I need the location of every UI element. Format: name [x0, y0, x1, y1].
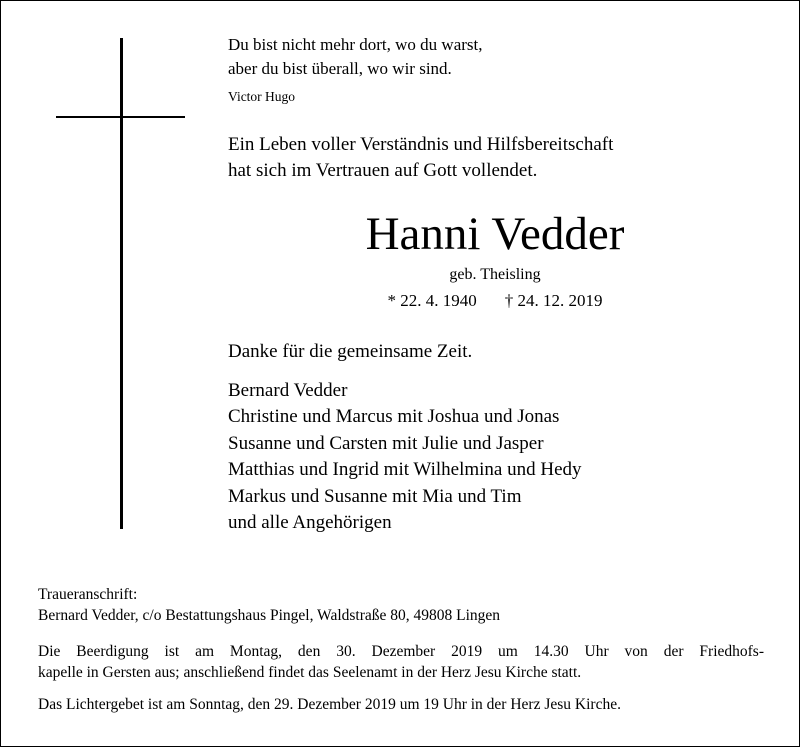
mourning-address-label: Traueranschrift: [38, 586, 138, 603]
mourner-line: Bernard Vedder [228, 380, 348, 401]
mourning-address-value: Bernard Vedder, c/o Bestattungshaus Pingel, Waldstraße 80, 49808 Lingen [38, 607, 501, 624]
deceased-name: Hanni Vedder [365, 208, 625, 260]
thanks-text: Danke für die gemeinsame Zeit. [228, 341, 473, 362]
mourner-line: Matthias und Ingrid mit Wilhelmina und Hedy [228, 459, 582, 481]
mourner-line: Susanne und Carsten mit Julie und Jasper [228, 432, 544, 454]
intro-line: hat sich im Vertrauen auf Gott vollendet. [228, 160, 538, 181]
life-dates [330, 289, 660, 313]
intro-text [228, 132, 613, 184]
cross-vertical-beam [120, 38, 123, 529]
funeral-notice [38, 641, 764, 683]
quote-text [228, 33, 483, 81]
quote-author: Victor Hugo [228, 89, 296, 104]
maiden-name: geb. Theisling [449, 266, 541, 283]
mourner-line: Christine und Marcus mit Joshua und Jonas [228, 406, 560, 428]
quote-line: aber du bist überall, wo wir sind. [228, 59, 452, 78]
funeral-line: kapelle in Gersten aus; anschließend findet das Seelenamt in der Herz Jesu Kirche statt. [38, 664, 582, 681]
mourners-list [228, 378, 582, 536]
mourner-line: Markus und Susanne mit Mia und Tim [228, 485, 522, 507]
mourner-line: und alle Angehörigen [228, 511, 392, 533]
birth-date: * 22. 4. 1940 [387, 291, 477, 310]
prayer-notice: Das Lichtergebet ist am Sonntag, den 29. Dezember 2019 um 19 Uhr in der Herz Jesu Kirche. [38, 696, 621, 713]
cross-horizontal-beam [56, 116, 185, 118]
funeral-line: Die Beerdigung ist am Montag, den 30. Dezember 2019 um 14.30 Uhr von der Friedhofs- [38, 643, 764, 660]
quote-line: Du bist nicht mehr dort, wo du warst, [228, 35, 483, 54]
death-date: † 24. 12. 2019 [504, 291, 603, 310]
mourning-address [38, 584, 500, 626]
intro-line: Ein Leben voller Verständnis und Hilfsbereitschaft [228, 134, 614, 155]
